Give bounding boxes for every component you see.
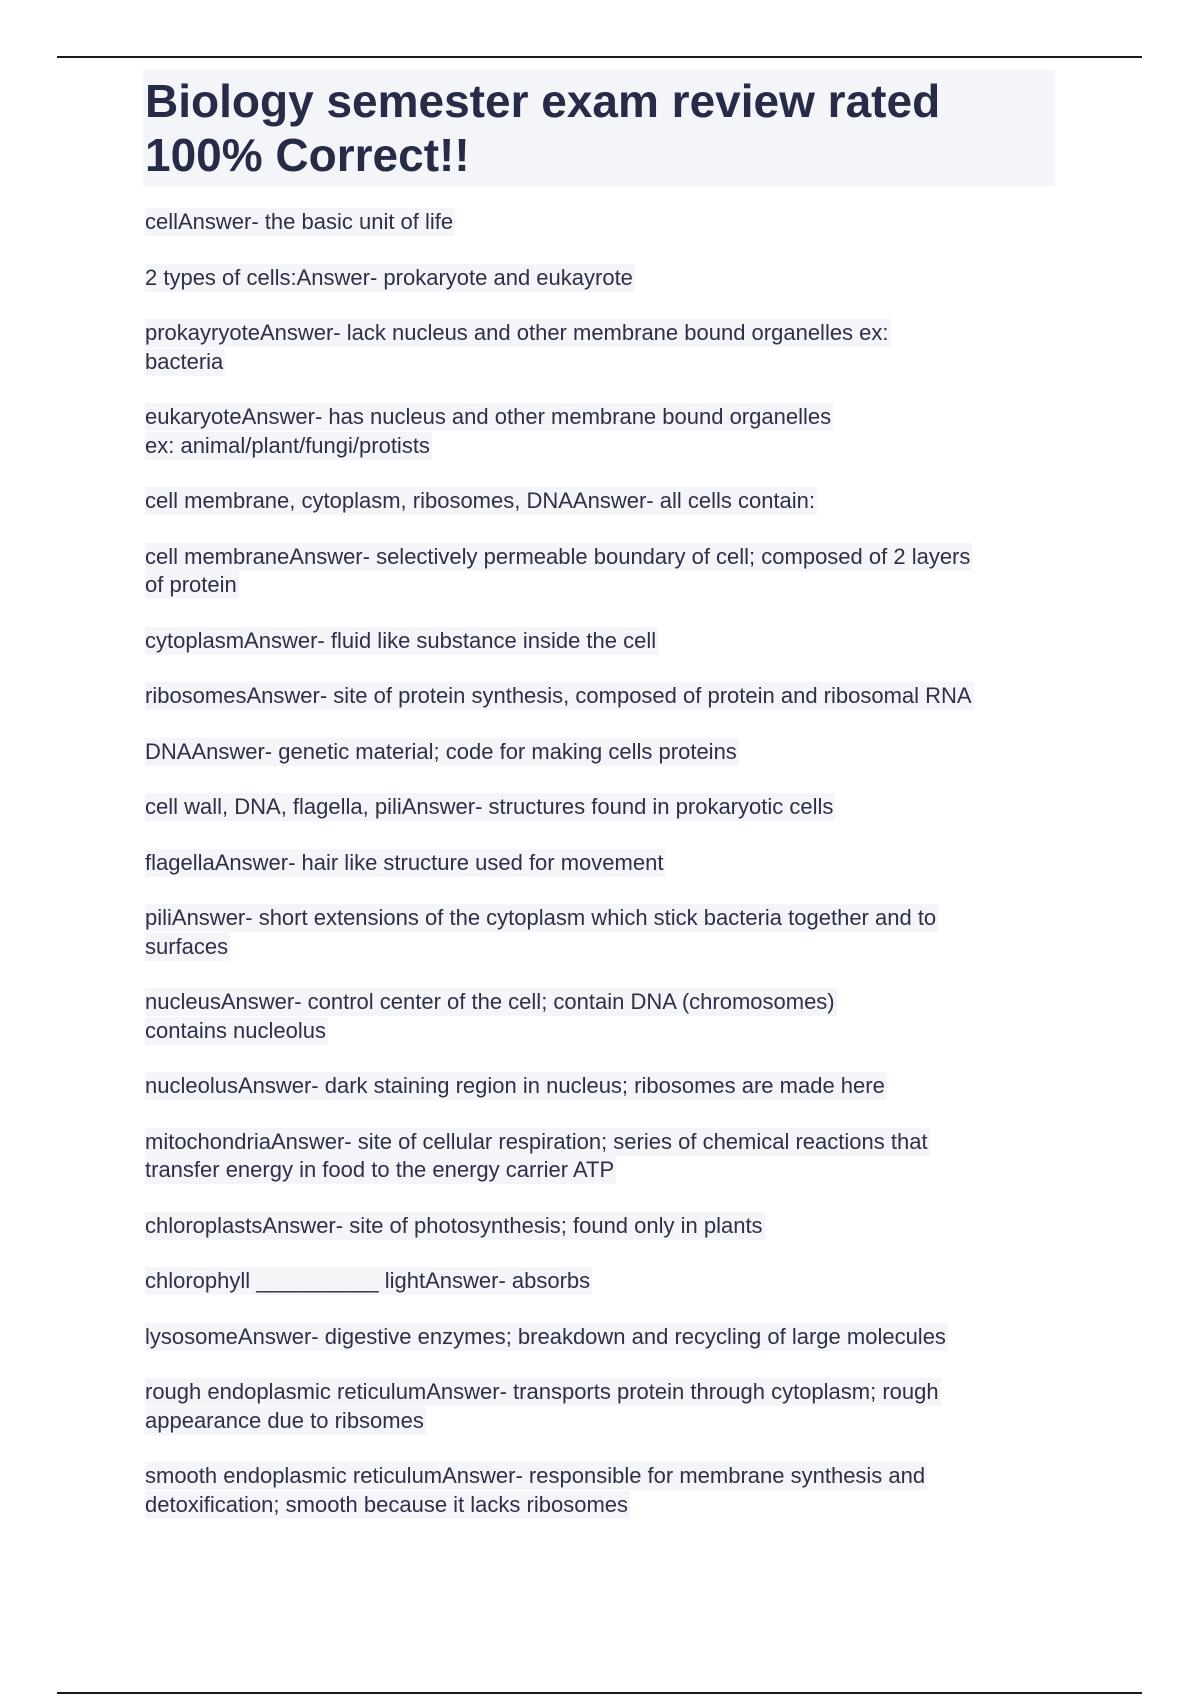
top-divider: [57, 56, 1142, 58]
qa-text: rough endoplasmic reticulumAnswer- transports protein through cytoplasm; rough appearance due to ribsomes: [145, 1379, 939, 1433]
qa-text: nucleusAnswer- control center of the cell; contain DNA (chromosomes) contains nucleolus: [145, 989, 835, 1043]
qa-text: chloroplastsAnswer- site of photosynthesis; found only in plants: [145, 1212, 763, 1238]
qa-item: [145, 487, 1055, 516]
qa-text: flagellaAnswer- hair like structure used for movement: [145, 849, 664, 875]
qa-text: mitochondriaAnswer- site of cellular respiration; series of chemical reactions that transfer energy in food to the energy carrier ATP: [145, 1128, 928, 1182]
document-body: [145, 70, 1055, 1546]
qa-text: cell membrane, cytoplasm, ribosomes, DNAAnswer- all cells contain:: [145, 488, 816, 513]
qa-item: [145, 988, 1055, 1045]
qa-item: [145, 1462, 1055, 1519]
qa-text: smooth endoplasmic reticulumAnswer- responsible for membrane synthesis and detoxification; smooth because it lacks ribosomes: [145, 1463, 926, 1517]
qa-item: [145, 1072, 1055, 1101]
qa-item: [145, 1212, 1055, 1241]
qa-text: ribosomesAnswer- site of protein synthesis, composed of protein and ribosomal RNA: [145, 683, 972, 708]
title-block: [143, 70, 1055, 186]
qa-item: [145, 1267, 1055, 1296]
qa-list: [145, 208, 1055, 1519]
qa-text: cellAnswer- the basic unit of life: [145, 209, 454, 234]
qa-text: 2 types of cells:Answer- prokaryote and eukayrote: [145, 264, 633, 290]
qa-text: cell wall, DNA, flagella, piliAnswer- structures found in prokaryotic cells: [145, 794, 834, 819]
qa-item: [145, 264, 1055, 293]
qa-text: prokayryoteAnswer- lack nucleus and other membrane bound organelles ex: bacteria: [145, 320, 889, 374]
qa-text: nucleolusAnswer- dark staining region in nucleus; ribosomes are made here: [145, 1073, 885, 1098]
qa-item: [145, 1128, 1055, 1185]
qa-item: [145, 904, 1055, 961]
qa-text: lysosomeAnswer- digestive enzymes; breakdown and recycling of large molecules: [145, 1323, 946, 1349]
qa-item: [145, 1378, 1055, 1435]
qa-item: [145, 793, 1055, 822]
qa-item: [145, 543, 1055, 600]
qa-item: [145, 319, 1055, 376]
qa-text: piliAnswer- short extensions of the cytoplasm which stick bacteria together and to surfaces: [145, 905, 937, 959]
bottom-divider: [57, 1692, 1142, 1694]
qa-item: [145, 208, 1055, 237]
qa-text: cell membraneAnswer- selectively permeable boundary of cell; composed of 2 layers of protein: [145, 543, 971, 597]
qa-item: [145, 849, 1055, 878]
qa-text: chlorophyll __________ lightAnswer- absorbs: [145, 1268, 591, 1293]
qa-item: [145, 403, 1055, 460]
qa-text: DNAAnswer- genetic material; code for making cells proteins: [145, 738, 737, 764]
page-title: Biology semester exam review rated 100% Correct!!: [145, 75, 941, 181]
qa-item: [145, 1323, 1055, 1352]
qa-item: [145, 627, 1055, 656]
qa-item: [145, 682, 1055, 711]
qa-text: eukaryoteAnswer- has nucleus and other membrane bound organelles ex: animal/plant/fungi/protists: [145, 404, 832, 458]
qa-item: [145, 738, 1055, 767]
qa-text: cytoplasmAnswer- fluid like substance inside the cell: [145, 627, 657, 653]
